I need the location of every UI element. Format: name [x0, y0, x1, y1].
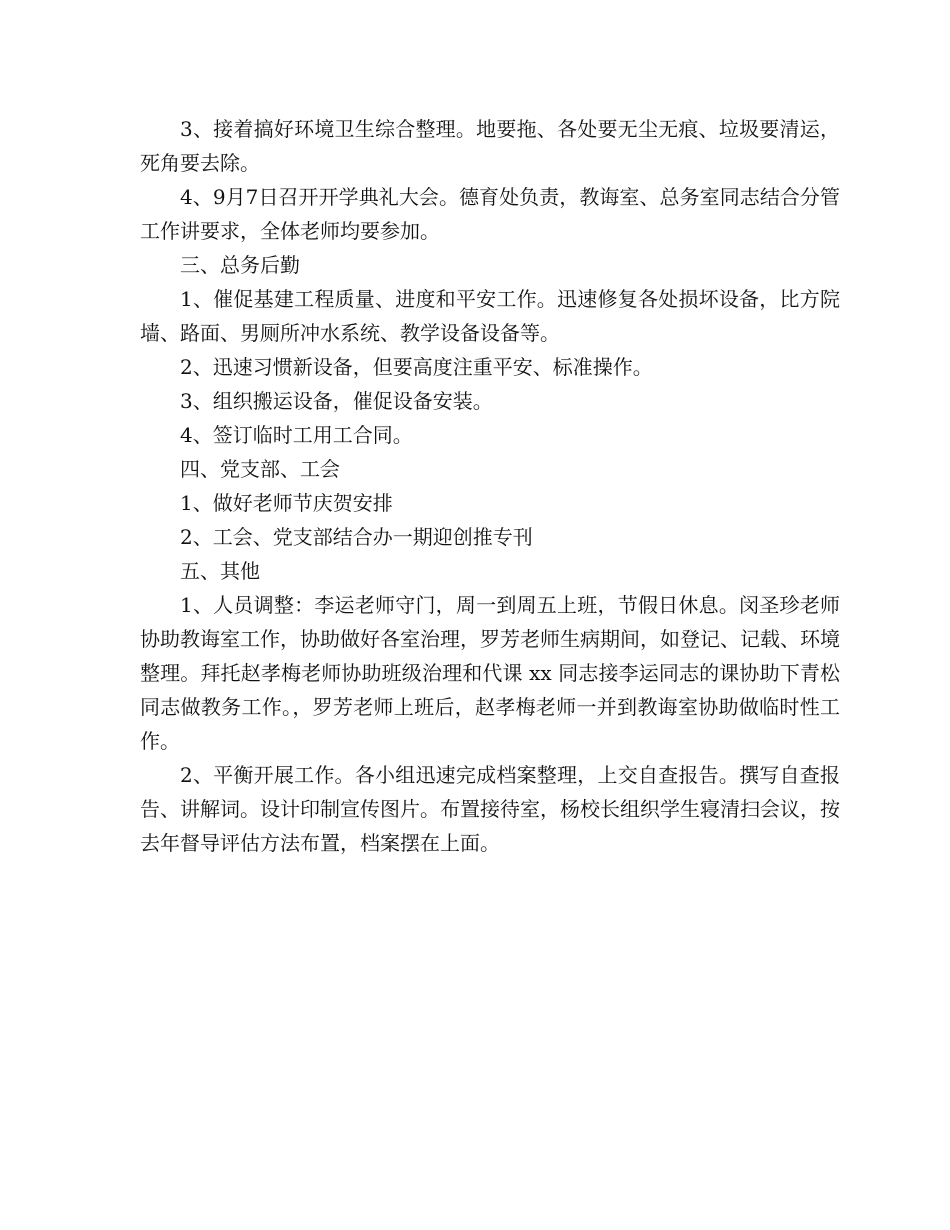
paragraph-party-2: 2、工会、党支部结合办一期迎创推专刊	[180, 525, 533, 549]
paragraph-logistics-4: 4、签订临时工用工合同。	[180, 423, 413, 447]
paragraph-other-1: 1、人员调整：李运老师守门，周一到周五上班，节假日休息。闵圣珍老师协助教诲室工作，协助做好各室治理，罗芳老师生病期间，如登记、记载、环境整理。拜托赵孝梅老师协助班级治理和代课 xx 同志接李运同志的课协助下青松同志做教务工作。，罗芳老师上班后，赵孝梅老师一并到教诲室协助做临时性工作。	[140, 593, 840, 753]
section-heading-logistics: 三、总务后勤	[180, 253, 300, 277]
paragraph-party-1: 1、做好老师节庆贺安排	[180, 491, 393, 515]
section-heading-party-union: 四、党支部、工会	[180, 457, 340, 481]
paragraph-item-4-ceremony: 4、9月7日召开开学典礼大会。德育处负责，教诲室、总务室同志结合分管工作讲要求，全体老师均要参加。	[140, 185, 840, 243]
document-body	[140, 112, 840, 860]
section-heading-other: 五、其他	[180, 559, 260, 583]
paragraph-other-2: 2、平衡开展工作。各小组迅速完成档案整理，上交自查报告。撰写自查报告、讲解词。设计印制宣传图片。布置接待室，杨校长组织学生寝清扫会议，按去年督导评估方法布置，档案摆在上面。	[140, 763, 840, 855]
paragraph-logistics-1: 1、催促基建工程质量、进度和平安工作。迅速修复各处损坏设备，比方院墙、路面、男厕所冲水系统、教学设备设备等。	[140, 287, 840, 345]
paragraph-logistics-3: 3、组织搬运设备，催促设备安装。	[180, 389, 493, 413]
paragraph-logistics-2: 2、迅速习惯新设备，但要高度注重平安、标准操作。	[180, 355, 653, 379]
paragraph-item-3-cleaning: 3、接着搞好环境卫生综合整理。地要拖、各处要无尘无痕、垃圾要清运，死角要去除。	[140, 117, 840, 175]
